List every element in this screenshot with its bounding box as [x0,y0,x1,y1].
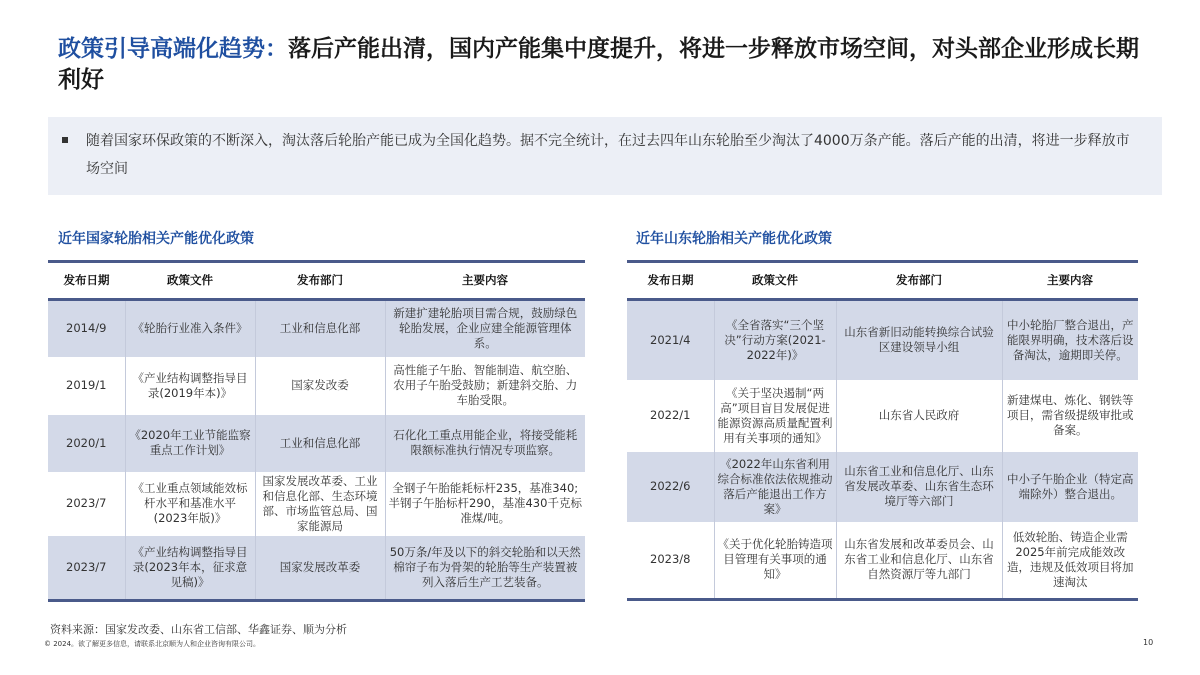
column-header: 政策文件 [714,262,836,300]
column-header: 发布日期 [48,262,125,300]
page-title: 政策引导高端化趋势：落后产能出清，国内产能集中度提升，将进一步释放市场空间，对头部企业形成长期利好 [58,36,1139,93]
table-cell: 2023/8 [627,522,714,600]
column-header: 主要内容 [1002,262,1138,300]
table-cell: 50万条/年及以下的斜交轮胎和以天然棉帘子布为骨架的轮胎等生产装置被列入落后生产工艺装备。 [385,536,585,601]
national-policy-table [48,260,585,602]
table-row [48,357,585,415]
summary-text: 随着国家环保政策的不断深入，淘汰落后轮胎产能已成为全国化趋势。据不完全统计，在过去四年山东轮胎至少淘汰了4000万条产能。落后产能的出清，将进一步释放市场空间 [86,133,1130,177]
table-cell: 2014/9 [48,300,125,357]
table-cell: 山东省人民政府 [836,380,1002,452]
table-row [627,300,1138,380]
table-row [627,452,1138,522]
table-cell: 工业和信息化部 [255,300,385,357]
summary-box [48,117,1162,195]
copyright: © 2024。欲了解更多信息，请联系北京顺为人和企业咨询有限公司。 [44,640,261,648]
table-cell: 山东省发展和改革委员会、山东省工业和信息化厅、山东省自然资源厅等九部门 [836,522,1002,600]
table-cell: 《关于坚决遏制“两高”项目盲目发展促进能源资源高质量配置利用有关事项的通知》 [714,380,836,452]
table-cell: 2023/7 [48,536,125,601]
table-cell: 新建煤电、炼化、钢铁等项目，需省级提级审批或备案。 [1002,380,1138,452]
table-cell: 中小子午胎企业（特定高端除外）整合退出。 [1002,452,1138,522]
table-row [627,380,1138,452]
table-row [48,415,585,472]
table-cell: 国家发展改革委、工业和信息化部、生态环境部、市场监管总局、国家能源局 [255,472,385,536]
table-cell: 高性能子午胎、智能制造、航空胎、农用子午胎受鼓励；新建斜交胎、力车胎受限。 [385,357,585,415]
table-row [48,472,585,536]
bullet-icon [62,137,68,143]
column-header: 发布部门 [836,262,1002,300]
column-header: 主要内容 [385,262,585,300]
source-note: 资料来源：国家发改委、山东省工信部、华鑫证券、顺为分析 [50,623,347,636]
table-header-row [627,262,1138,300]
table-cell: 《轮胎行业准入条件》 [125,300,255,357]
table-cell: 《2020年工业节能监察重点工作计划》 [125,415,255,472]
table-cell: 2019/1 [66,378,107,392]
table-cell: 新建扩建轮胎项目需合规，鼓励绿色轮胎发展，企业应建全能源管理体系。 [385,300,585,357]
column-header: 政策文件 [125,262,255,300]
table-cell: 石化化工重点用能企业，将接受能耗限额标准执行情况专项监察。 [385,415,585,472]
table-cell: 2022/6 [627,452,714,522]
table-row [48,300,585,357]
table-header-row [48,262,585,300]
table-cell: 《产业结构调整指导目录(2023年本，征求意见稿)》 [125,536,255,601]
column-header: 发布日期 [627,262,714,300]
table-cell: 2022/1 [650,408,691,422]
column-header: 发布部门 [255,262,385,300]
table-cell: 2023/7 [66,496,107,510]
table-row [48,536,585,601]
table-cell: 山东省新旧动能转换综合试验区建设领导小组 [836,300,1002,380]
table-cell: 《全省落实“三个坚决”行动方案(2021-2022年)》 [714,300,836,380]
left-table-heading: 近年国家轮胎相关产能优化政策 [58,231,254,247]
page-number: 10 [1143,638,1154,647]
table-cell: 《2022年山东省利用综合标准依法依规推动落后产能退出工作方案》 [714,452,836,522]
table-cell: 工业和信息化部 [255,415,385,472]
right-table-heading: 近年山东轮胎相关产能优化政策 [636,231,832,247]
table-row [627,522,1138,600]
table-cell: 《产业结构调整指导目录(2019年本)》 [125,357,255,415]
table-cell: 国家发展改革委 [255,536,385,601]
table-cell: 国家发改委 [255,357,385,415]
shandong-policy-table [627,260,1138,601]
table-cell: 2020/1 [48,415,125,472]
table-cell: 低效轮胎、铸造企业需2025年前完成能效改造，违规及低效项目将加速淘汰 [1002,522,1138,600]
table-cell: 2021/4 [627,300,714,380]
table-cell: 《关于优化轮胎铸造项目管理有关事项的通知》 [714,522,836,600]
table-cell: 全钢子午胎能耗标杆235，基准340;半钢子午胎标杆290，基准430千克标准煤/吨。 [385,472,585,536]
table-cell: 《工业重点领域能效标杆水平和基准水平(2023年版)》 [125,472,255,536]
table-cell: 中小轮胎厂整合退出，产能限界明确，技术落后设备淘汰，逾期即关停。 [1002,300,1138,380]
table-cell: 山东省工业和信息化厅、山东省发展改革委、山东省生态环境厅等六部门 [836,452,1002,522]
